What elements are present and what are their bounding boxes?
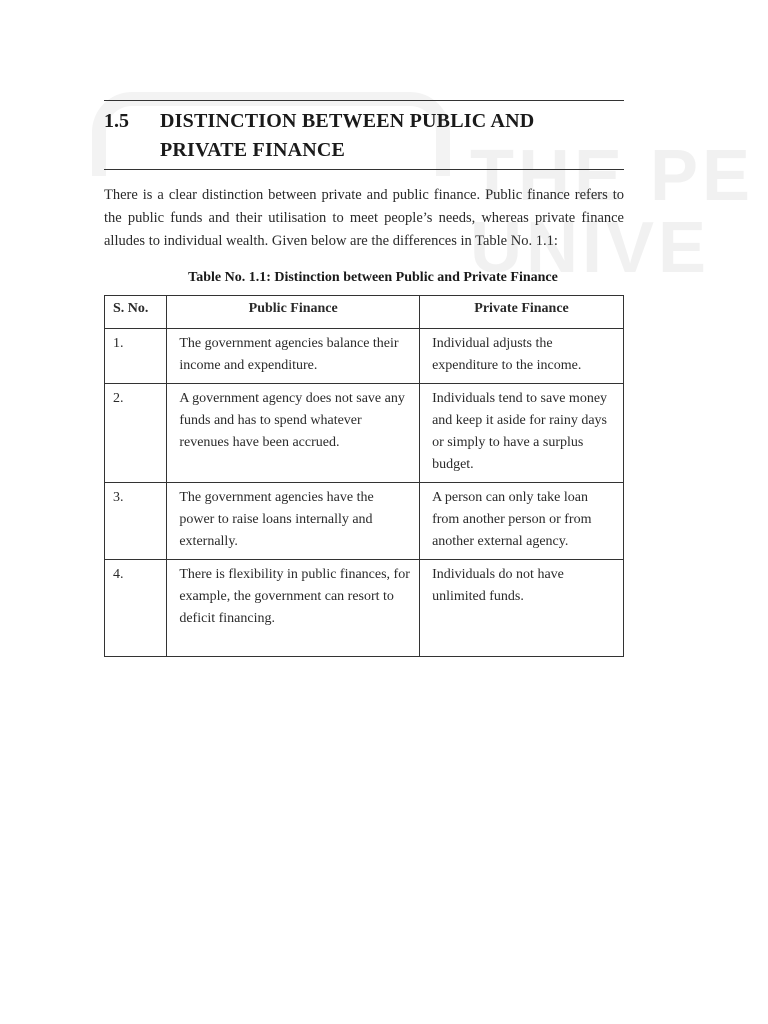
- section-number: 1.5: [104, 110, 129, 132]
- page-content: [104, 100, 624, 657]
- table-header-row: [105, 295, 624, 328]
- table-row: [105, 383, 624, 482]
- cell-public: A government agency does not save any funds and has to spend whatever revenues have been accrued.: [167, 383, 420, 482]
- section-heading: [104, 100, 624, 170]
- cell-public: There is flexibility in public finances, for example, the government can resort to deficit financing.: [167, 559, 420, 656]
- cell-private: Individuals tend to save money and keep it aside for rainy days or simply to have a surplus budget.: [420, 383, 624, 482]
- section-title-line1: DISTINCTION BETWEEN PUBLIC AND: [160, 110, 535, 132]
- cell-sno: 1.: [105, 328, 167, 383]
- watermark-text-line1: THE PE: [470, 136, 755, 216]
- table-row: [105, 328, 624, 383]
- cell-sno: 4.: [105, 559, 167, 656]
- cell-public: The government agencies balance their income and expenditure.: [167, 328, 420, 383]
- cell-sno: 3.: [105, 482, 167, 559]
- watermark-text-line2: UNIVE: [470, 208, 711, 288]
- section-title: [160, 107, 534, 165]
- section-title-line2: PRIVATE FINANCE: [160, 139, 346, 161]
- distinction-table: [104, 295, 624, 657]
- table-caption: Table No. 1.1: Distinction between Public and Private Finance: [188, 269, 558, 285]
- cell-sno: 2.: [105, 383, 167, 482]
- cell-private: A person can only take loan from another person or from another external agency.: [420, 482, 624, 559]
- table-row: [105, 482, 624, 559]
- header-public-finance: Public Finance: [167, 295, 420, 328]
- header-sno: S. No.: [105, 295, 167, 328]
- cell-private: Individual adjusts the expenditure to the income.: [420, 328, 624, 383]
- cell-public: The government agencies have the power to raise loans internally and externally.: [167, 482, 420, 559]
- header-private-finance: Private Finance: [420, 295, 624, 328]
- table-row: [105, 559, 624, 656]
- intro-paragraph: There is a clear distinction between private and public finance. Public finance refers to the public funds and their utilisation to meet people’s needs, whereas private finance alludes to individual wealth. Given below are the differences in Table No. 1.1:: [104, 187, 624, 249]
- cell-private: Individuals do not have unlimited funds.: [420, 559, 624, 656]
